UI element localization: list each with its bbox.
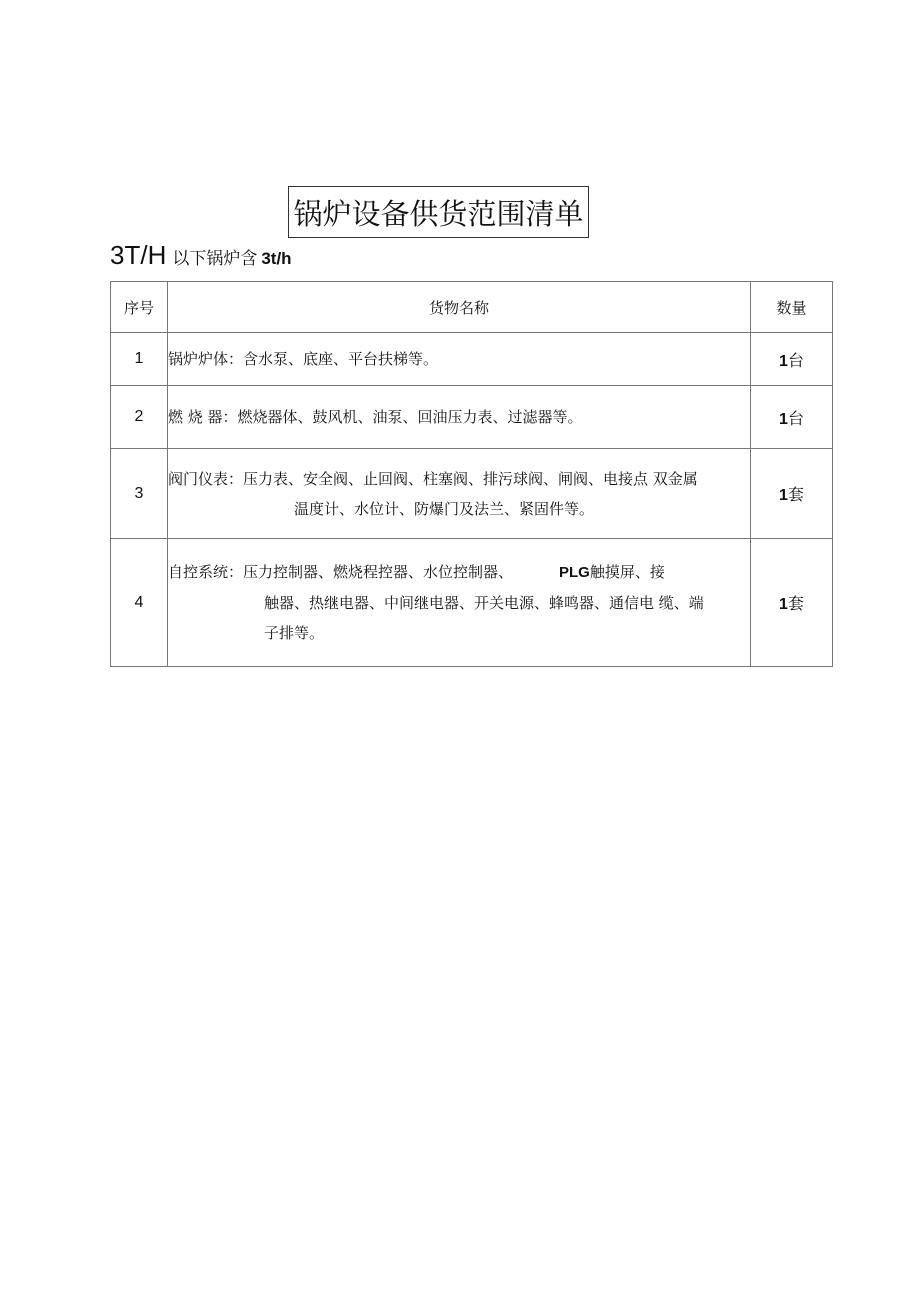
row-index: 1 — [111, 333, 168, 386]
table-header-row — [111, 282, 833, 333]
qty-number: 1 — [779, 487, 788, 504]
row-index: 4 — [111, 539, 168, 667]
qty-unit: 台 — [787, 350, 804, 370]
qty-unit: 套 — [787, 485, 804, 504]
table-row — [111, 449, 833, 539]
subtitle-text: 以下锅炉含 — [172, 249, 258, 269]
row-name-line — [168, 557, 750, 588]
row-name-line: 锅炉炉体：含水泵、底座、平台扶梯等。 — [168, 350, 439, 368]
row-name — [168, 449, 751, 539]
subtitle-bold: 3t/h — [261, 249, 292, 268]
qty-number: 1 — [779, 596, 788, 613]
row-name-text: 自控系统：压力控制器、燃烧程控器、水位控制器、 — [168, 563, 514, 581]
table-row — [111, 333, 833, 386]
qty-number: 1 — [779, 410, 788, 428]
row-name-line: 阀门仪表：压力表、安全阀、止回阀、柱塞阀、排污球阀、闸阀、电接点 双金属 — [168, 469, 698, 488]
qty-unit: 套 — [787, 594, 804, 613]
header-index: 序号 — [111, 282, 168, 333]
row-qty — [751, 539, 833, 667]
qty-number: 1 — [779, 352, 788, 370]
row-name — [168, 333, 751, 386]
row-name-line: 子排等。 — [264, 624, 325, 642]
row-name-line: 燃 烧 器：燃烧器体、鼓风机、油泵、回油压力表、过滤器等。 — [168, 408, 583, 426]
plg-label: PLG — [559, 564, 590, 581]
row-name-text: 触摸屏、接 — [589, 563, 665, 581]
header-qty: 数量 — [751, 282, 833, 333]
row-index: 2 — [111, 386, 168, 449]
subtitle — [110, 240, 292, 274]
header-name: 货物名称 — [168, 282, 751, 333]
row-name — [168, 539, 751, 667]
qty-unit: 台 — [787, 408, 804, 428]
row-name-line: 温度计、水位计、防爆门及法兰、紧固件等。 — [294, 499, 595, 518]
table-row — [111, 539, 833, 667]
row-qty — [751, 386, 833, 449]
row-index: 3 — [111, 449, 168, 539]
row-qty — [751, 449, 833, 539]
goods-table — [110, 281, 833, 667]
table-row — [111, 386, 833, 449]
row-qty — [751, 333, 833, 386]
subtitle-capacity: 3T/H — [110, 240, 167, 270]
document-title: 锅炉设备供货范围清单 — [288, 186, 589, 238]
row-name-line: 触器、热继电器、中间继电器、开关电源、蜂鸣器、通信电 缆、端 — [264, 594, 704, 612]
row-name — [168, 386, 751, 449]
